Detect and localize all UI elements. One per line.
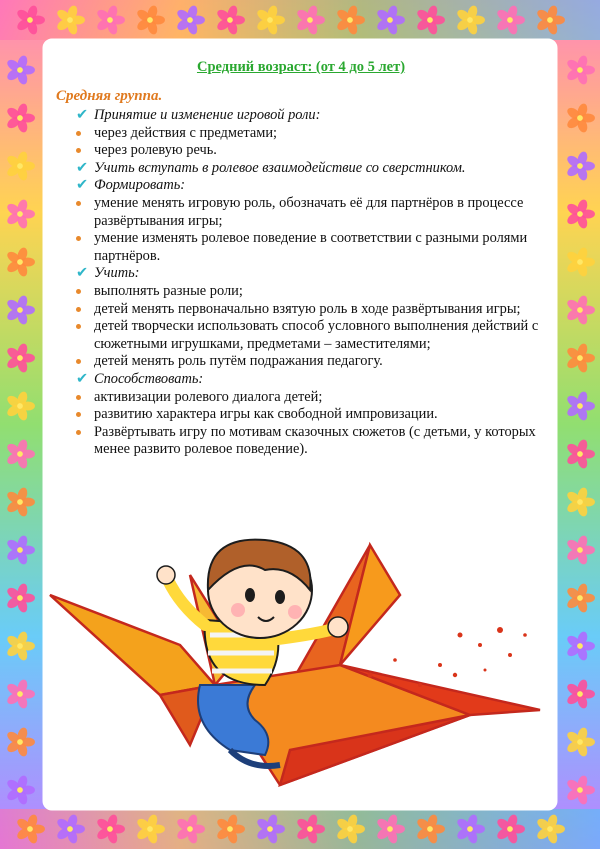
item-text: Принятие и изменение игровой роли: [94,107,321,123]
list-item [56,142,546,160]
bullet-icon [76,395,81,400]
item-text: через действия с предметами; [94,124,278,141]
section-heading-item [56,371,546,389]
item-text: Способствовать: [94,370,204,387]
item-text: детей менять первоначально взятую роль в ходе развёртывания игры; [94,300,521,317]
item-text: детей творчески использовать способ условного выполнения действий с сюжетными игрушками, предметами – заместителями; [94,318,539,352]
item-text: умение менять игровую роль, обозначать её для партнёров в процессе развёртывания игры; [94,194,524,229]
bullet-icon [76,236,81,241]
page-title: Средний возраст: (от 4 до 5 лет) [196,59,406,75]
section-heading-item [56,265,546,283]
item-text: Учить вступать в ролевое взаимодействие со сверстником. [94,159,466,176]
list-item [56,283,546,301]
item-text: выполнять разные роли; [94,282,243,299]
item-text: Учить: [94,265,140,282]
list-item [56,195,546,230]
bullet-icon [76,412,81,417]
bullet-icon [76,289,81,294]
child-on-origami-crane-illustration [40,535,560,795]
group-heading: Средняя группа. [56,88,163,104]
item-text: развитию характера игры как свободной импровизации. [94,406,438,423]
checkmark-icon: ✔ [76,107,89,123]
item-text: Развёртывать игру по мотивам сказочных сюжетов (с детьми, у которых менее развито ролевое поведение). [94,423,536,458]
section-heading-item [56,160,546,178]
checkmark-icon: ✔ [76,265,89,282]
item-text: детей менять роль путём подражания педагогу. [94,353,383,370]
bullet-icon [76,148,81,153]
bullet-icon [76,359,81,364]
item-text: активизации ролевого диалога детей; [94,388,323,405]
bullet-icon [76,307,81,312]
list-item [56,301,546,319]
list-item [56,353,546,371]
bullet-icon [76,430,81,435]
bullet-icon [76,324,81,329]
list-item [56,125,546,143]
list-item [56,389,546,407]
bullet-icon [76,131,81,136]
section-heading-item [56,177,546,195]
bullet-icon [76,201,81,206]
list-item [56,424,546,459]
item-text: умение изменять ролевое поведение в соответствии с разными ролями партнёров. [94,230,528,264]
checkmark-icon: ✔ [76,159,89,176]
list-item [56,230,546,265]
goals-list [56,107,546,459]
checkmark-icon: ✔ [76,177,89,194]
content-area [56,56,546,459]
list-item [56,318,546,353]
checkmark-icon: ✔ [76,370,89,387]
item-text: Формировать: [94,177,186,194]
section-heading-item [56,107,546,125]
list-item [56,406,546,424]
item-text: через ролевую речь. [94,142,217,159]
